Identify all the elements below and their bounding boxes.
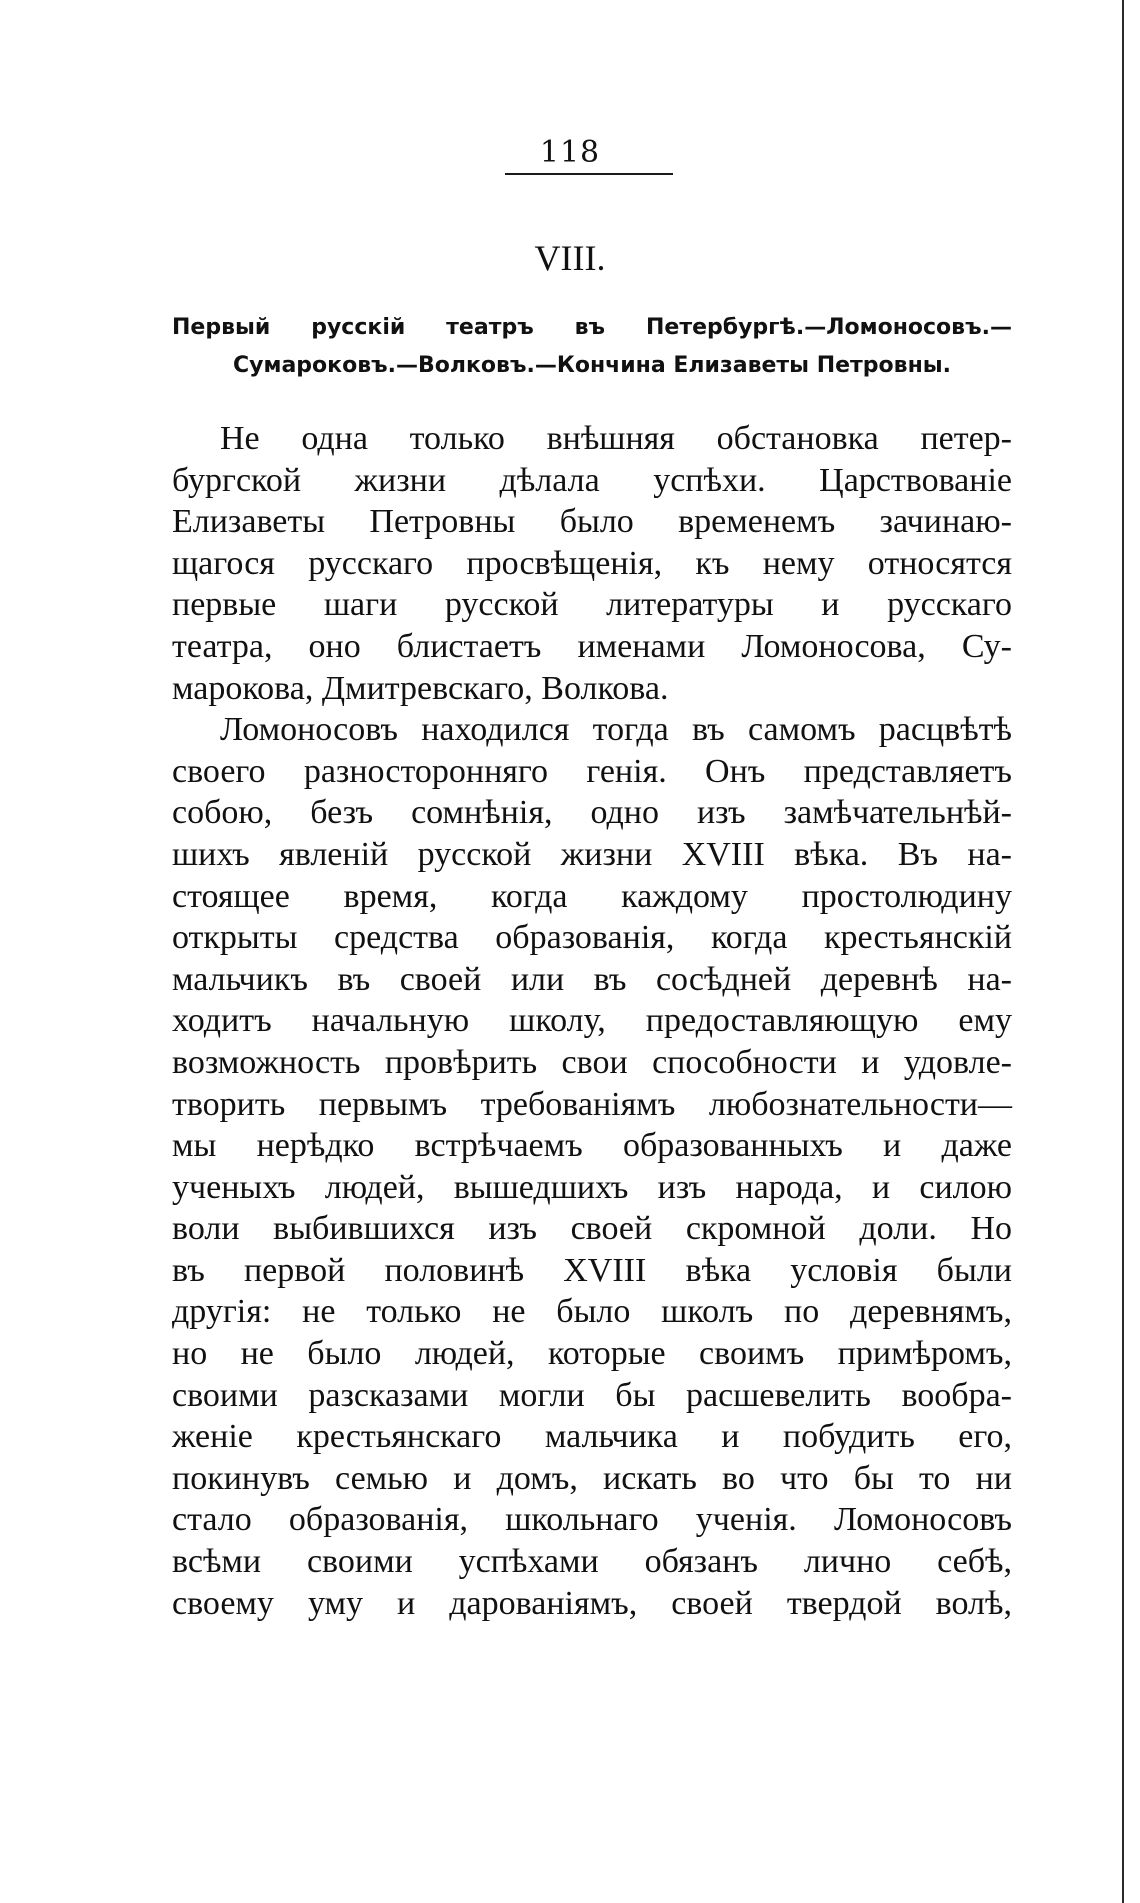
text-line: своему уму и дарованіямъ, своей твердой волѣ,: [172, 1584, 1012, 1622]
text-line: марокова, Дмитревскаго, Волкова.: [172, 669, 669, 707]
text-line: но не было людей, которые своимъ примѣромъ,: [172, 1335, 1012, 1373]
text-line: Ломоносовъ находился тогда въ самомъ расцвѣтѣ: [220, 711, 1012, 749]
text-line: стоящее время, когда каждому простолюдину: [172, 877, 1012, 915]
text-line: творить первымъ требованіямъ любознательности—: [172, 1085, 1012, 1123]
chapter-title: VIII.: [534, 238, 606, 278]
text-line: покинувъ семью и домъ, искать во что бы то ни: [172, 1459, 1012, 1497]
page-edge-rule: [1122, 0, 1124, 1903]
text-line: собою, безъ сомнѣнія, одно изъ замѣчательнѣй-: [172, 794, 1012, 832]
text-line: открыты средства образованія, когда крестьянскій: [172, 919, 1012, 957]
page-number: 118: [539, 135, 601, 170]
text-line: своего разносторонняго генія. Онъ представляетъ: [172, 752, 1012, 790]
text-line: мы нерѣдко встрѣчаемъ образованныхъ и даже: [172, 1127, 1012, 1165]
text-line: стало образованія, школьнаго ученія. Ломоносовъ: [172, 1501, 1012, 1539]
text-line: Не одна только внѣшняя обстановка петер-: [220, 420, 1012, 457]
text-line: мальчикъ въ своей или въ сосѣдней деревнѣ на-: [172, 960, 1012, 998]
text-line: ученыхъ людей, вышедшихъ изъ народа, и силою: [172, 1168, 1012, 1206]
text-line: бургской жизни дѣлала успѣхи. Царствованіе: [172, 461, 1012, 499]
text-line: ходитъ начальную школу, предоставляющую ему: [172, 1002, 1012, 1040]
text-line: въ первой половинѣ XVIII вѣка условія были: [172, 1251, 1012, 1289]
text-line: своими разсказами могли бы расшевелить вообра-: [172, 1376, 1012, 1414]
text-line: другія: не только не было школъ по деревнямъ,: [172, 1293, 1012, 1331]
text-line: воли выбившихся изъ своей скромной доли. Но: [172, 1210, 1012, 1248]
body-text: [172, 418, 1012, 1624]
text-line: возможность провѣрить свои способности и удовле-: [172, 1043, 1012, 1081]
text-line: театра, оно блистаетъ именами Ломоносова, Су-: [172, 627, 1012, 665]
text-line: шихъ явленій русской жизни XVIII вѣка. Въ на-: [172, 835, 1012, 873]
text-line: женіе крестьянскаго мальчика и побудить его,: [172, 1418, 1012, 1456]
text-line: щагося русскаго просвѣщенія, къ нему относятся: [172, 544, 1012, 582]
text-line: первые шаги русской литературы и русскаго: [172, 586, 1012, 624]
text-line: всѣми своими успѣхами обязанъ лично себѣ,: [172, 1543, 1012, 1581]
text-line: Елизаветы Петровны было временемъ зачинаю-: [172, 503, 1012, 541]
page-number-underline: [505, 173, 673, 175]
chapter-summary: Первый русскій театръ въ Петербургѣ.—Ломоносовъ.—Сумароковъ.—Волковъ.—Кончина Елизаветы Петровны.: [172, 315, 1012, 378]
